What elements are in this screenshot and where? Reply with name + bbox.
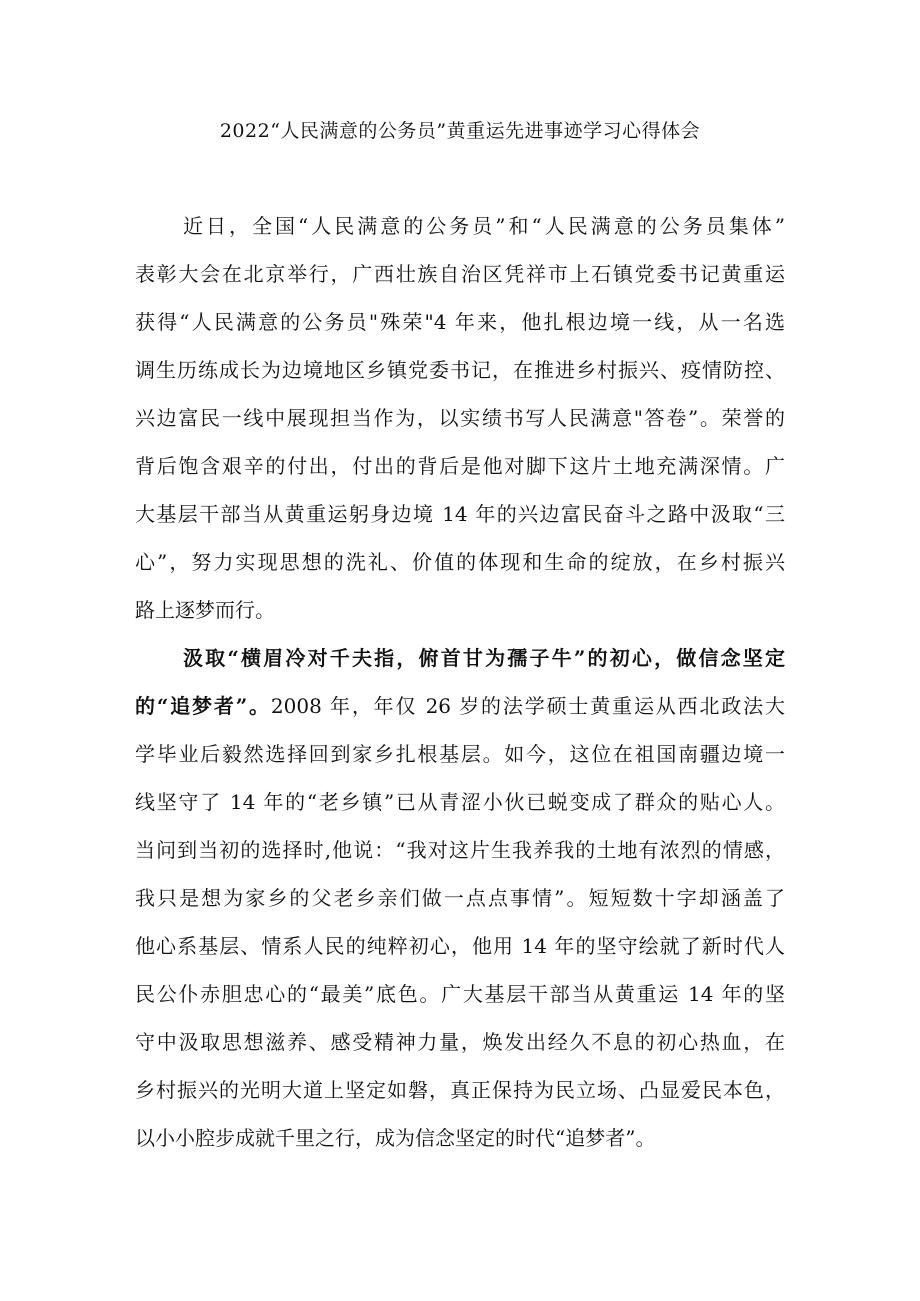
body-line: 他心系基层、情系人民的纯粹初心，他用 14 年的坚守绘就了新时代人	[135, 934, 785, 958]
body-line: 表彰大会在北京举行，广西壮族自治区凭祥市上石镇党委书记黄重运	[135, 262, 785, 286]
body-line: 心”，努力实现思想的洗礼、价值的体现和生命的绽放，在乡村振兴	[135, 550, 785, 574]
body-text-fragment: 2008 年，年仅 26 岁的法学硕士黄重运从西北政法大	[270, 694, 785, 718]
body-line: 线坚守了 14 年的“老乡镇”已从青涩小伙已蜕变成了群众的贴心人。	[135, 790, 785, 814]
bold-heading-fragment: 的“追梦者”。	[135, 694, 271, 718]
body-line-mixed	[135, 682, 785, 730]
body-line: 民公仆赤胆忠心的“最美”底色。广大基层干部当从黄重运 14 年的坚	[135, 982, 785, 1006]
body-line: 我只是想为家乡的父老乡亲们做一点点事情”。短短数十字却涵盖了	[135, 886, 785, 910]
body-line: 守中汲取思想滋养、感受精神力量，焕发出经久不息的初心热血，在	[135, 1030, 785, 1054]
body-line: 路上逐梦而行。	[135, 598, 275, 622]
body-line: 兴边富民一线中展现担当作为，以实绩书写人民满意"答卷”。荣誉的	[135, 406, 785, 430]
body-line: 获得“人民满意的公务员"殊荣"4 年来，他扎根边境一线，从一名选	[135, 310, 785, 334]
body-line: 近日，全国“人民满意的公务员”和“人民满意的公务员集体”	[183, 214, 785, 238]
body-line-heading: 汲取“横眉冷对千夫指，俯首甘为孺子牛”的初心，做信念坚定	[183, 646, 785, 670]
body-line: 当问到当初的选择时,他说：“我对这片生我养我的土地有浓烈的情感，	[135, 838, 785, 862]
document-body	[135, 202, 785, 1162]
paragraph-2	[135, 634, 785, 1162]
body-line: 乡村振兴的光明大道上坚定如磐，真正保持为民立场、凸显爱民本色，	[135, 1078, 785, 1102]
body-line: 背后饱含艰辛的付出，付出的背后是他对脚下这片土地充满深情。广	[135, 454, 785, 478]
paragraph-1	[135, 202, 785, 634]
body-line: 调生历练成长为边境地区乡镇党委书记，在推进乡村振兴、疫情防控、	[135, 358, 785, 382]
document-title: 2022“人民满意的公务员”黄重运先进事迹学习心得体会	[219, 120, 701, 142]
body-line: 学毕业后毅然选择回到家乡扎根基层。如今，这位在祖国南疆边境一	[135, 742, 785, 766]
body-line: 以小小腔步成就千里之行，成为信念坚定的时代“追梦者”。	[135, 1126, 656, 1150]
body-line: 大基层干部当从黄重运躬身边境 14 年的兴边富民奋斗之路中汲取“三	[135, 502, 785, 526]
